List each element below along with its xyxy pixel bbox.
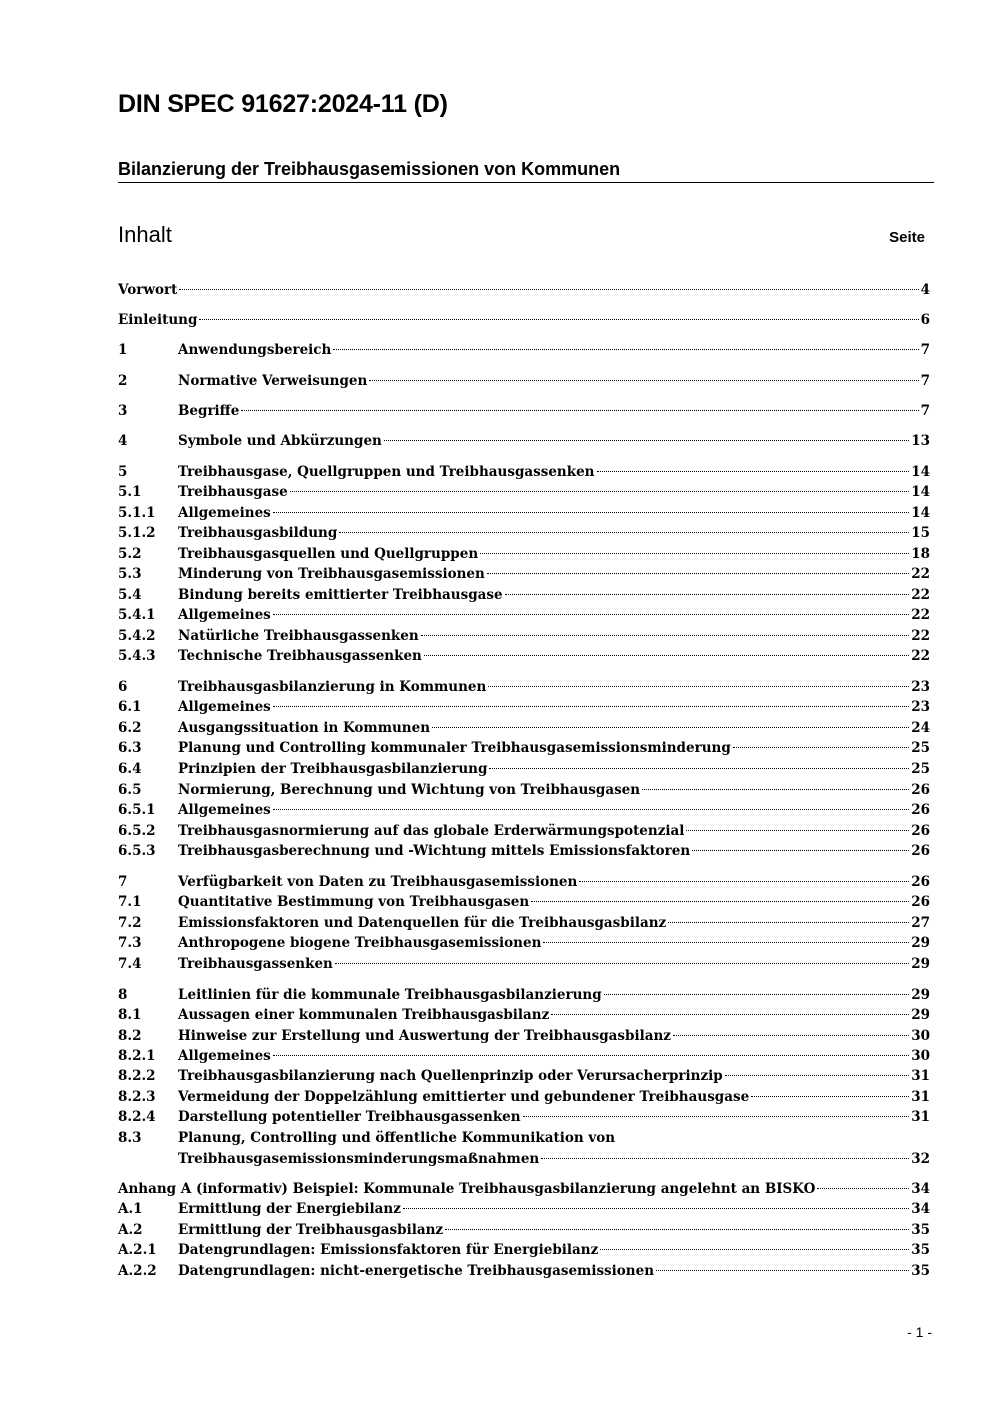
toc-entry[interactable] — [118, 280, 930, 301]
toc-entry-title: Allgemeines — [178, 505, 271, 521]
toc-dot-leader — [333, 349, 918, 350]
toc-entry-page: 6 — [920, 312, 930, 328]
toc-entry-title-continued: Treibhausgasemissionsminderungsmaßnahmen — [178, 1151, 540, 1167]
toc-entry-number: 5.4.3 — [118, 648, 156, 664]
toc-entry-page: 4 — [920, 282, 930, 298]
toc-entry-title: Aussagen einer kommunalen Treibhausgasbilanz — [178, 1007, 550, 1023]
toc-entry-number: 7.4 — [118, 956, 142, 972]
toc-dot-leader — [199, 319, 918, 320]
toc-entry-number: A.2.1 — [118, 1242, 157, 1258]
toc-entry-title: Treibhausgasnormierung auf das globale Erderwärmungspotenzial — [178, 823, 685, 839]
toc-entry-title: Prinzipien der Treibhausgasbilanzierung — [178, 761, 488, 777]
toc-entry-page: 26 — [911, 823, 930, 839]
toc-entry[interactable] — [118, 1005, 930, 1026]
toc-dot-leader — [541, 1158, 909, 1159]
toc-entry[interactable] — [118, 371, 930, 392]
toc-entry-number: A.2.2 — [118, 1263, 157, 1279]
document-id-title: DIN SPEC 91627:2024-11 (D) — [118, 90, 448, 118]
toc-entry-page: 22 — [911, 566, 930, 582]
toc-entry-page: 7 — [920, 403, 930, 419]
toc-dot-leader — [421, 635, 910, 636]
toc-entry-title: Begriffe — [178, 403, 240, 419]
toc-entry[interactable] — [118, 697, 930, 718]
toc-entry-title: Treibhausgasquellen und Quellgruppen — [178, 546, 479, 562]
toc-entry-number: 6.1 — [118, 699, 142, 715]
toc-entry[interactable] — [118, 1107, 930, 1128]
toc-entry-title: Darstellung potentieller Treibhausgassenken — [178, 1109, 521, 1125]
toc-entry-number: 7.2 — [118, 915, 142, 931]
toc-entry[interactable] — [118, 585, 930, 606]
toc-entry[interactable] — [118, 1066, 930, 1087]
toc-entry-number: 5.2 — [118, 546, 142, 562]
toc-entry[interactable] — [118, 482, 930, 503]
toc-entry-title: Leitlinien für die kommunale Treibhausgasbilanzierung — [178, 987, 602, 1003]
toc-entry-page: 29 — [911, 1007, 930, 1023]
toc-entry[interactable] — [118, 1026, 930, 1047]
toc-entry-page: 27 — [911, 915, 930, 931]
toc-entry-title: Allgemeines — [178, 607, 271, 623]
toc-entry-page: 14 — [911, 484, 930, 500]
toc-entry-title: Verfügbarkeit von Daten zu Treibhausgasemissionen — [178, 874, 578, 890]
toc-entry-page: 26 — [911, 894, 930, 910]
toc-entry[interactable] — [118, 310, 930, 331]
toc-entry-page: 29 — [911, 935, 930, 951]
toc-entry[interactable] — [118, 523, 930, 544]
toc-entry[interactable] — [118, 1179, 930, 1200]
toc-entry-number: 6.2 — [118, 720, 142, 736]
toc-entry-page: 26 — [911, 843, 930, 859]
toc-dot-leader — [480, 553, 909, 554]
toc-dot-leader — [384, 440, 909, 441]
toc-entry-number: 8.2.2 — [118, 1068, 156, 1084]
toc-entry-page: 14 — [911, 505, 930, 521]
toc-entry[interactable] — [118, 626, 930, 647]
footer-page-number: - 1 - — [907, 1324, 932, 1340]
page-column-label: Seite — [889, 229, 925, 246]
toc-entry-number: 7.3 — [118, 935, 142, 951]
toc-entry-number: 8 — [118, 987, 128, 1003]
toc-dot-leader — [273, 809, 909, 810]
toc-entry-title: Vorwort — [118, 282, 178, 298]
toc-dot-leader — [817, 1188, 909, 1189]
toc-entry[interactable] — [118, 401, 930, 422]
toc-dot-leader — [551, 1014, 909, 1015]
toc-entry-title: Planung und Controlling kommunaler Treibhausgasemissionsminderung — [178, 740, 731, 756]
toc-entry[interactable] — [118, 821, 930, 842]
toc-entry-title: Normative Verweisungen — [178, 373, 368, 389]
toc-entry-page: 26 — [911, 874, 930, 890]
toc-dot-leader — [600, 1249, 909, 1250]
toc-entry-title: Symbole und Abkürzungen — [178, 433, 382, 449]
toc-dot-leader — [523, 1116, 910, 1117]
toc-entry-number: 7 — [118, 874, 128, 890]
toc-entry-title: Quantitative Bestimmung von Treibhausgasen — [178, 894, 530, 910]
toc-dot-leader — [733, 747, 909, 748]
toc-entry[interactable] — [118, 759, 930, 780]
toc-entry-number: 8.2.3 — [118, 1089, 156, 1105]
toc-dot-leader — [290, 491, 910, 492]
toc-entry-title: Allgemeines — [178, 802, 271, 818]
toc-entry-page: 15 — [911, 525, 930, 541]
toc-entry-page: 30 — [911, 1028, 930, 1044]
toc-entry-title: Treibhausgasberechnung und -Wichtung mittels Emissionsfaktoren — [178, 843, 691, 859]
toc-entry-number: 5.4.2 — [118, 628, 156, 644]
toc-entry-page: 31 — [911, 1109, 930, 1125]
toc-entry-number: 5.4.1 — [118, 607, 156, 623]
toc-entry-page: 31 — [911, 1089, 930, 1105]
toc-entry[interactable] — [118, 718, 930, 739]
toc-entry[interactable] — [118, 872, 930, 893]
toc-entry-number: 6.5 — [118, 782, 142, 798]
toc-entry-number: 6 — [118, 679, 128, 695]
toc-entry-title: Einleitung — [118, 312, 198, 328]
toc-entry[interactable] — [118, 1128, 930, 1170]
toc-entry-page: 35 — [911, 1263, 930, 1279]
toc-entry-page: 34 — [911, 1181, 930, 1197]
toc-entry-title: Datengrundlagen: Emissionsfaktoren für Energiebilanz — [178, 1242, 599, 1258]
toc-entry[interactable] — [118, 340, 930, 361]
toc-entry-page: 26 — [911, 782, 930, 798]
toc-dot-leader — [656, 1270, 909, 1271]
toc-entry[interactable] — [118, 738, 930, 759]
toc-entry-page: 29 — [911, 987, 930, 1003]
toc-entry[interactable] — [118, 841, 930, 862]
toc-entry-title: Anthropogene biogene Treibhausgasemissionen — [178, 935, 542, 951]
toc-entry-title: Treibhausgassenken — [178, 956, 333, 972]
toc-entry[interactable] — [118, 1087, 930, 1108]
toc-entry[interactable] — [118, 462, 930, 483]
toc-dot-leader — [505, 594, 910, 595]
toc-entry-title: Treibhausgase — [178, 484, 288, 500]
toc-dot-leader — [445, 1229, 909, 1230]
toc-entry-number: 5.1.1 — [118, 505, 156, 521]
toc-entry-title: Vermeidung der Doppelzählung emittierter und gebundener Treibhausgase — [178, 1089, 750, 1105]
toc-dot-leader — [241, 410, 918, 411]
toc-entry-title: Bindung bereits emittierter Treibhausgase — [178, 587, 503, 603]
toc-entry-number: 8.2.4 — [118, 1109, 156, 1125]
toc-dot-leader — [424, 655, 909, 656]
toc-dot-leader — [531, 901, 909, 902]
toc-entry-page: 22 — [911, 628, 930, 644]
toc-entry-number: 5.1.2 — [118, 525, 156, 541]
toc-entry-page: 26 — [911, 802, 930, 818]
toc-entry[interactable] — [118, 954, 930, 975]
toc-dot-leader — [369, 380, 918, 381]
toc-dot-leader — [487, 573, 909, 574]
toc-entry-title: Treibhausgase, Quellgruppen und Treibhausgassenken — [178, 464, 595, 480]
toc-entry[interactable] — [118, 780, 930, 801]
toc-entry[interactable] — [118, 677, 930, 698]
toc-entry-title: Treibhausgasbildung — [178, 525, 338, 541]
toc-entry-number: 8.3 — [118, 1130, 142, 1146]
toc-entry-page: 34 — [911, 1201, 930, 1217]
toc-entry-page: 7 — [920, 373, 930, 389]
toc-entry-page: 32 — [911, 1151, 930, 1167]
toc-entry[interactable] — [118, 1240, 930, 1261]
toc-dot-leader — [273, 512, 909, 513]
toc-entry-page: 22 — [911, 587, 930, 603]
toc-entry-title: Allgemeines — [178, 699, 271, 715]
toc-entry-title: Technische Treibhausgassenken — [178, 648, 422, 664]
toc-entry-number: 8.2 — [118, 1028, 142, 1044]
toc-dot-leader — [488, 686, 909, 687]
toc-entry-number: 5.3 — [118, 566, 142, 582]
toc-dot-leader — [692, 850, 909, 851]
toc-entry-number: 8.2.1 — [118, 1048, 156, 1064]
toc-dot-leader — [642, 789, 909, 790]
toc-entry[interactable] — [118, 1261, 930, 1282]
toc-entry-number: 6.5.3 — [118, 843, 156, 859]
toc-entry[interactable] — [118, 1220, 930, 1241]
toc-entry-page: 35 — [911, 1242, 930, 1258]
toc-entry[interactable] — [118, 564, 930, 585]
document-subtitle: Bilanzierung der Treibhausgasemissionen von Kommunen — [118, 159, 621, 179]
toc-entry-number: 6.5.2 — [118, 823, 156, 839]
toc-entry-title: Ermittlung der Energiebilanz — [178, 1201, 401, 1217]
toc-entry-page: 31 — [911, 1068, 930, 1084]
toc-entry-page: 25 — [911, 740, 930, 756]
toc-entry-number: 8.1 — [118, 1007, 142, 1023]
toc-entry-page: 22 — [911, 607, 930, 623]
toc-entry-page: 18 — [911, 546, 930, 562]
toc-entry[interactable] — [118, 913, 930, 934]
toc-entry-title: Normierung, Berechnung und Wichtung von Treibhausgasen — [178, 782, 641, 798]
toc-entry-page: 23 — [911, 679, 930, 695]
toc-entry-title: Anwendungsbereich — [178, 342, 332, 358]
toc-entry[interactable] — [118, 544, 930, 565]
toc-entry-title: Treibhausgasbilanzierung nach Quellenprinzip oder Verursacherprinzip — [178, 1068, 723, 1084]
toc-entry-page: 24 — [911, 720, 930, 736]
toc-dot-leader — [273, 614, 909, 615]
toc-dot-leader — [668, 922, 909, 923]
toc-entry-page: 35 — [911, 1222, 930, 1238]
toc-dot-leader — [335, 963, 909, 964]
toc-dot-leader — [686, 830, 909, 831]
toc-entry-number: 5.4 — [118, 587, 142, 603]
toc-entry-page: 22 — [911, 648, 930, 664]
toc-entry-number: 3 — [118, 403, 128, 419]
toc-entry[interactable] — [118, 1046, 930, 1067]
toc-dot-leader — [579, 881, 909, 882]
toc-entry-number: 2 — [118, 373, 128, 389]
toc-dot-leader — [543, 942, 909, 943]
toc-entry-number: 6.3 — [118, 740, 142, 756]
toc-entry-page: 13 — [911, 433, 930, 449]
toc-dot-leader — [489, 768, 909, 769]
toc-entry-title: Allgemeines — [178, 1048, 271, 1064]
toc-entry-title: Datengrundlagen: nicht-energetische Treibhausgasemissionen — [178, 1263, 655, 1279]
toc-entry-number: 6.5.1 — [118, 802, 156, 818]
toc-entry-page: 23 — [911, 699, 930, 715]
toc-entry[interactable] — [118, 431, 930, 452]
toc-dot-leader — [179, 289, 918, 290]
toc-entry-number: 5 — [118, 464, 128, 480]
toc-entry[interactable] — [118, 1199, 930, 1220]
toc-dot-leader — [604, 994, 910, 995]
toc-dot-leader — [751, 1096, 909, 1097]
toc-dot-leader — [673, 1035, 909, 1036]
toc-dot-leader — [273, 706, 909, 707]
toc-entry-number: 6.4 — [118, 761, 142, 777]
toc-entry-page: 14 — [911, 464, 930, 480]
toc-entry-title: Natürliche Treibhausgassenken — [178, 628, 419, 644]
toc-dot-leader — [273, 1055, 909, 1056]
toc-entry[interactable] — [118, 605, 930, 626]
toc-entry-title: Planung, Controlling und öffentliche Kommunikation von — [178, 1130, 616, 1146]
toc-entry-page: 29 — [911, 956, 930, 972]
toc-entry-number: A.2 — [118, 1222, 143, 1238]
toc-entry-page: 7 — [920, 342, 930, 358]
toc-entry-number: 4 — [118, 433, 128, 449]
toc-entry[interactable] — [118, 985, 930, 1006]
toc-entry-title: Hinweise zur Erstellung und Auswertung der Treibhausgasbilanz — [178, 1028, 671, 1044]
toc-entry-number: 7.1 — [118, 894, 142, 910]
toc-dot-leader — [725, 1075, 910, 1076]
toc-entry[interactable] — [118, 933, 930, 954]
toc-entry-page: 30 — [911, 1048, 930, 1064]
toc-entry[interactable] — [118, 892, 930, 913]
toc-entry[interactable] — [118, 646, 930, 667]
toc-dot-leader — [403, 1208, 909, 1209]
toc-dot-leader — [597, 471, 910, 472]
toc-entry-title: Minderung von Treibhausgasemissionen — [178, 566, 485, 582]
toc-entry-title: Anhang A (informativ) Beispiel: Kommunale Treibhausgasbilanzierung angelehnt an BISKO — [118, 1181, 816, 1197]
toc-entry-number: 1 — [118, 342, 128, 358]
toc-entry-page: 25 — [911, 761, 930, 777]
toc-entry[interactable] — [118, 503, 930, 524]
toc-entry-number: 5.1 — [118, 484, 142, 500]
toc-entry-title: Ermittlung der Treibhausgasbilanz — [178, 1222, 444, 1238]
toc-entry-title: Ausgangssituation in Kommunen — [178, 720, 431, 736]
toc-dot-leader — [339, 532, 909, 533]
toc-entry-title: Emissionsfaktoren und Datenquellen für die Treibhausgasbilanz — [178, 915, 667, 931]
contents-heading: Inhalt — [118, 222, 172, 247]
toc-entry-number: A.1 — [118, 1201, 143, 1217]
toc-dot-leader — [432, 727, 909, 728]
toc-entry-title: Treibhausgasbilanzierung in Kommunen — [178, 679, 487, 695]
toc-entry[interactable] — [118, 800, 930, 821]
subtitle-underline — [118, 182, 934, 183]
